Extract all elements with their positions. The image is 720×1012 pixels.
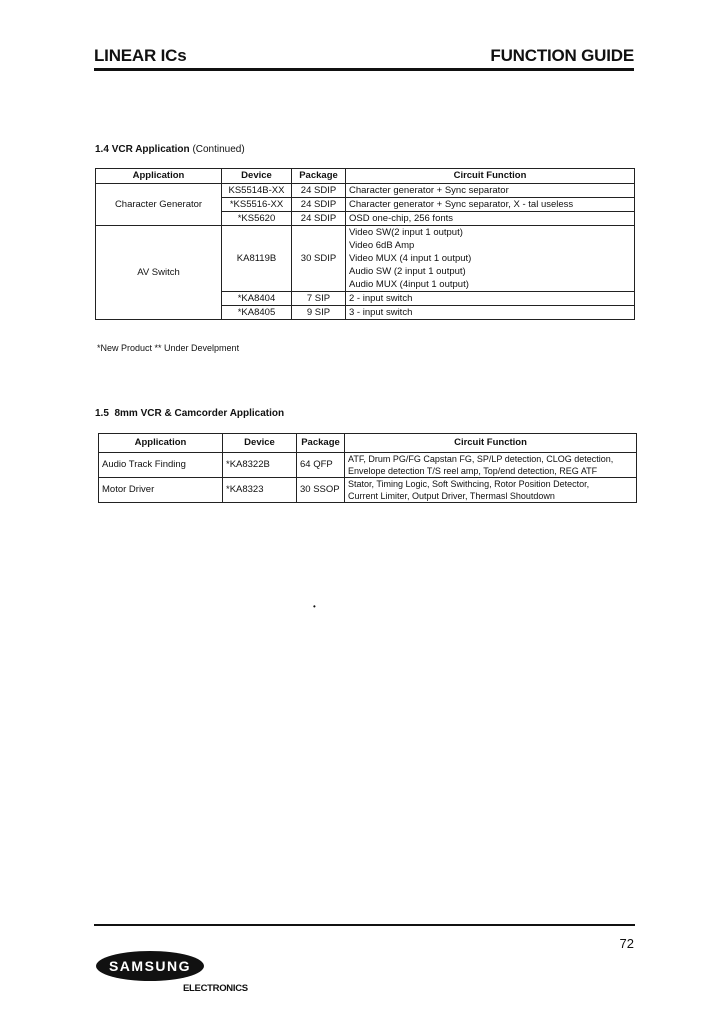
col-device: Device (222, 169, 292, 184)
cell-function (345, 478, 637, 503)
cell-package: 24 SDIP (292, 198, 346, 212)
table-row (96, 184, 635, 198)
samsung-logo (95, 950, 205, 982)
col-application: Application (99, 434, 223, 453)
function-line: Video MUX (4 input 1 output) (349, 253, 472, 264)
cell-device: KS5514B-XX (222, 184, 292, 198)
cell-package: 24 SDIP (292, 212, 346, 226)
function-line: ATF, Drum PG/FG Capstan FG, SP/LP detection, CLOG detection, (348, 454, 614, 464)
function-line: Audio SW (2 input 1 output) (349, 266, 466, 277)
section-1-4-continued: (Continued) (192, 144, 245, 155)
cell-function (346, 226, 635, 292)
header-rule (94, 68, 634, 71)
col-circuit-function: Circuit Function (345, 434, 637, 453)
table-row (99, 478, 637, 503)
section-1-4-number: 1.4 (95, 144, 109, 155)
cell-application: Audio Track Finding (99, 453, 223, 478)
logo-text: SAMSUNG (108, 958, 192, 974)
cell-function (345, 453, 637, 478)
header-left-title: LINEAR ICs (94, 46, 187, 65)
cell-package: 30 SDIP (292, 226, 346, 292)
header-right-title: FUNCTION GUIDE (490, 46, 634, 65)
footer-rule (94, 924, 635, 926)
cell-application: Character Generator (96, 184, 222, 226)
col-application: Application (96, 169, 222, 184)
cell-function: OSD one-chip, 256 fonts (346, 212, 635, 226)
cell-application: Motor Driver (99, 478, 223, 503)
section-1-5-number: 1.5 (95, 408, 109, 419)
section-1-5-title: 8mm VCR & Camcorder Application (114, 408, 285, 419)
page-number: 72 (619, 936, 634, 951)
vcr-application-table (95, 168, 635, 320)
function-line: Video SW(2 input 1 output) (349, 227, 463, 238)
col-circuit-function: Circuit Function (346, 169, 635, 184)
cell-function: 2 - input switch (346, 292, 635, 306)
table-header-row (96, 169, 635, 184)
col-package: Package (292, 169, 346, 184)
cell-package: 7 SIP (292, 292, 346, 306)
table-header-row (99, 434, 637, 453)
cell-device: *KA8404 (222, 292, 292, 306)
cell-device: *KS5620 (222, 212, 292, 226)
table-row (99, 453, 637, 478)
cell-function: Character generator + Sync separator (346, 184, 635, 198)
cell-device: *KA8322B (223, 453, 297, 478)
footnote-new-product: *New Product ** Under Develpment (97, 343, 240, 353)
cell-package: 30 SSOP (297, 478, 345, 503)
cell-device: *KA8405 (222, 306, 292, 320)
table-row (96, 226, 635, 292)
stray-mark: • (313, 602, 316, 611)
function-line: Current Limiter, Output Driver, Thermasl Shoutdown (348, 491, 555, 501)
col-package: Package (297, 434, 345, 453)
camcorder-application-table (98, 433, 637, 503)
cell-application: AV Switch (96, 226, 222, 320)
section-1-4-title: VCR Application (111, 144, 190, 155)
cell-device: *KS5516-XX (222, 198, 292, 212)
section-1-5-heading (95, 408, 284, 419)
cell-function: Character generator + Sync separator, X - tal useless (346, 198, 635, 212)
function-line: Video 6dB Amp (349, 240, 415, 251)
section-1-4-heading (95, 144, 245, 155)
function-line: Audio MUX (4input 1 output) (349, 279, 469, 290)
cell-package: 64 QFP (297, 453, 345, 478)
function-line: Stator, Timing Logic, Soft Swithcing, Rotor Position Detector, (348, 479, 590, 489)
cell-package: 9 SIP (292, 306, 346, 320)
cell-function: 3 - input switch (346, 306, 635, 320)
cell-device: KA8119B (222, 226, 292, 292)
cell-device: *KA8323 (223, 478, 297, 503)
cell-package: 24 SDIP (292, 184, 346, 198)
electronics-label: ELECTRONICS (183, 983, 248, 994)
function-line: Envelope detection T/S reel amp, Top/end detection, REG ATF (348, 466, 598, 476)
col-device: Device (223, 434, 297, 453)
